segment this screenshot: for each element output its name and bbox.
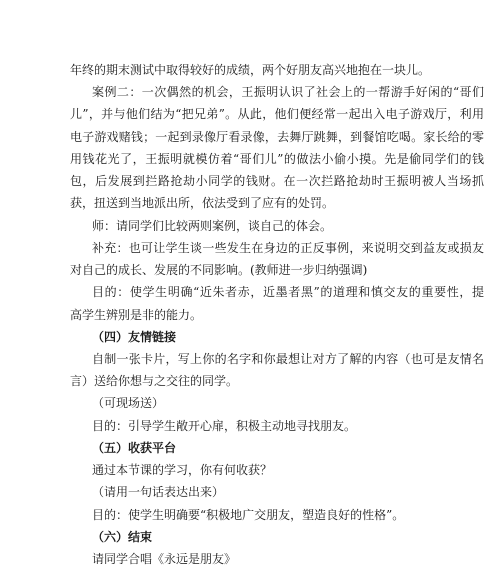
section-heading: （五）收获平台 bbox=[92, 441, 177, 455]
paragraph-line: 师：请同学们比较两则案例，谈自己的体会。 bbox=[92, 219, 333, 233]
paragraph-line: 自制一张卡片，写上你的名字和你最想让对方了解的内容（也可是友情名 bbox=[92, 352, 484, 366]
paragraph-line: （可现场送） bbox=[92, 396, 165, 410]
paragraph-line: 用钱花光了，王振明就模仿着“哥们儿”的做法小偷小摸。先是偷同学们的钱 bbox=[70, 152, 484, 166]
paragraph-line: 包，后发展到拦路抢劫小同学的钱财。在一次拦路抢劫时王振明被人当场抓 bbox=[70, 174, 484, 188]
section-heading: （六）结束 bbox=[92, 530, 153, 544]
paragraph-line: 案例二：一次偶然的机会，王振明认识了社会上的一帮游手好闲的“哥们 bbox=[92, 85, 484, 99]
paragraph-line: （请用一句话表达出来） bbox=[92, 485, 225, 499]
paragraph-line: 补充：也可让学生谈一些发生在身边的正反事例，来说明交到益友或损友 bbox=[92, 241, 484, 255]
paragraph-line: 目的：使学生明确“近朱者赤，近墨者黑”的道理和慎交友的重要性，提 bbox=[92, 285, 484, 299]
paragraph-line: 通过本节课的学习，你有何收获？ bbox=[92, 463, 273, 477]
section-heading: （四）友情链接 bbox=[92, 330, 177, 344]
paragraph-line: 请同学合唱《永远是朋友》 bbox=[92, 552, 237, 566]
paragraph-line: 儿”，并与他们结为“把兄弟”。从此，他们便经常一起出入电子游戏厅，利用 bbox=[70, 107, 484, 121]
paragraph-line: 言）送给你想与之交往的同学。 bbox=[70, 374, 239, 388]
paragraph-line: 对自己的成长、发展的不同影响。(教师进一步归纳强调) bbox=[70, 263, 368, 277]
paragraph-line: 高学生辨别是非的能力。 bbox=[70, 308, 203, 322]
paragraph-line: 电子游戏赌钱；一起到录像厅看录像，去舞厅跳舞，到餐馆吃喝。家长给的零 bbox=[70, 130, 484, 144]
paragraph-line: 获，扭送到当地派出所，依法受到了应有的处罚。 bbox=[70, 196, 335, 210]
paragraph-line: 目的：引导学生敞开心扉，积极主动地寻找朋友。 bbox=[92, 419, 357, 433]
paragraph-line: 目的：使学生明确要“积极地广交朋友，塑造良好的性格”。 bbox=[92, 508, 405, 522]
paragraph-line: 年终的期末测试中取得较好的成绩，两个好朋友高兴地抱在一块儿。 bbox=[70, 63, 431, 77]
